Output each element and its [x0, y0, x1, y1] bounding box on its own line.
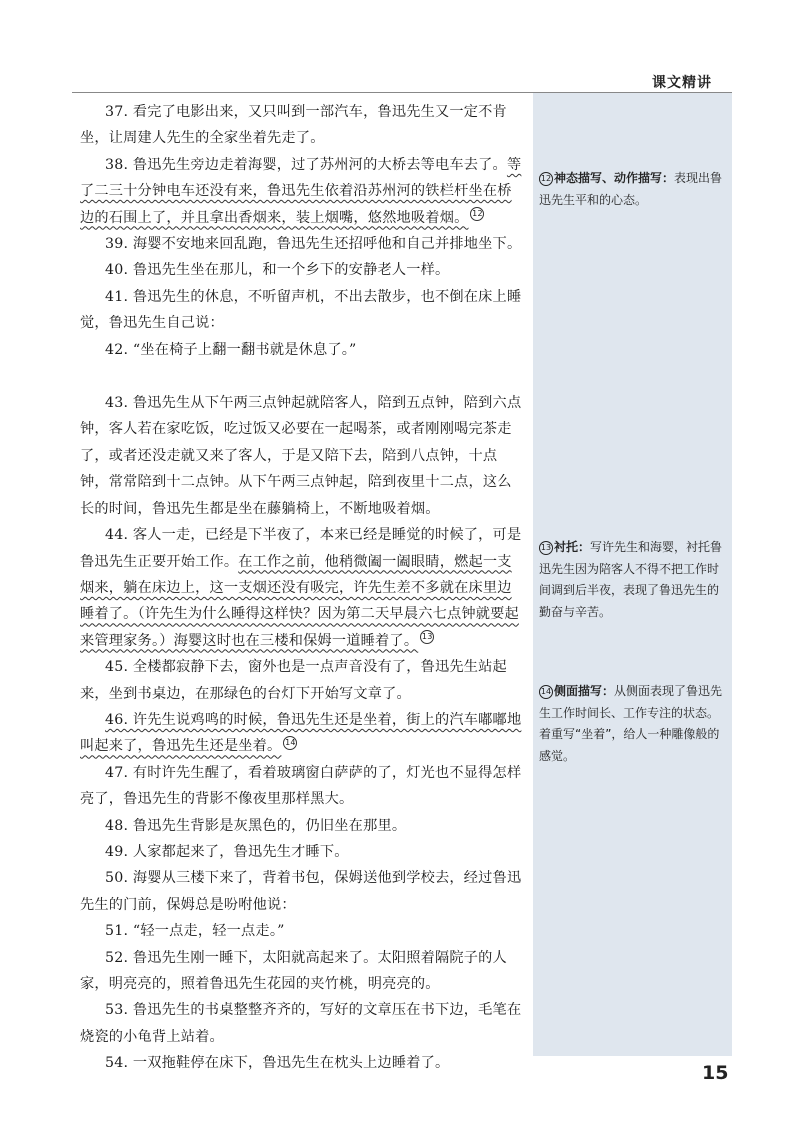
paragraph-45: 45. 全楼都寂静下去，窗外也是一点声音没有了，鲁迅先生站起来，坐到书桌边，在那绿色的台灯下开始写文章了。 — [80, 659, 507, 702]
note-text: 写许先生和海婴，衬托鲁迅先生因为陪客人不得不把工作时间调到后半夜，表现了鲁迅先生的勤奋与辛苦。 — [539, 540, 723, 619]
note-marker-14: 14 — [283, 736, 297, 750]
paragraph-49: 49. 人家都起来了，鲁迅先生才睡下。 — [105, 843, 349, 860]
paragraph-44: 44. 客人一走，已经是下半夜了，本来已经是睡觉的时候了，可是鲁迅先生正要开始工作。在工作之前，他稍微阖一阖眼睛，燃起一支烟来，躺在床边上，这一支烟还没有吸完，许先生差不多就在床里边睡着了。（许先生为什么睡得这样快？因为第二天早晨六七点钟就要起来管理家务。）海婴这时也在三楼和保姆一道睡着了。 13 — [80, 527, 522, 649]
note-marker-13: 13 — [420, 630, 434, 644]
annotated-text: 46. 许先生说鸡鸣的时候，鲁迅先生还是坐着，街上的汽车嘟嘟地叫起来了，鲁迅先生还是坐着。 — [80, 711, 522, 755]
paragraph-42: 42. “坐在椅子上翻一翻书就是休息了。” — [105, 341, 357, 358]
paragraph-52: 52. 鲁迅先生刚一睡下，太阳就高起来了。太阳照着隔院子的人家，明亮亮的，照着鲁迅先生花园的夹竹桃，明亮亮的。 — [80, 949, 507, 992]
paragraph-37: 37. 看完了电影出来，又只叫到一部汽车，鲁迅先生又一定不肯坐，让周建人先生的全家坐着先走了。 — [80, 104, 507, 147]
annotation-note-14 — [539, 681, 729, 767]
article-body — [80, 99, 525, 1077]
paragraph-40: 40. 鲁迅先生坐在那儿，和一个乡下的安静老人一样。 — [105, 262, 450, 279]
annotated-text: 在工作之前，他稍微阖一阖眼睛，燃起一支烟来，躺在床边上，这一支烟还没有吸完，许先生差不多就在床里边睡着了。（许先生为什么睡得这样快？因为第二天早晨六七点钟就要起来管理家务。）海婴这时也在三楼和保姆一道睡着了。 — [80, 553, 519, 649]
section-header-label: 课文精讲 — [652, 75, 712, 91]
paragraph-38: 38. 鲁迅先生旁边走着海婴，过了苏州河的大桥去等电车去了。等了二三十分钟电车还没有来，鲁迅先生依着沿苏州河的铁栏杆坐在桥边的石围上了，并且拿出香烟来，装上烟嘴，悠然地吸着烟。 12 — [80, 156, 522, 226]
annotation-note-13 — [539, 537, 729, 623]
note-number-badge: 12 — [539, 172, 553, 186]
note-number-badge: 14 — [539, 685, 553, 699]
paragraph-39: 39. 海婴不安地来回乱跑，鲁迅先生还招呼他和自己并排地坐下。 — [105, 236, 522, 253]
note-term: 神态描写、动作描写： — [554, 171, 675, 185]
paragraph-51: 51. “轻一点走，轻一点走。” — [105, 923, 285, 940]
paragraph-50: 50. 海婴从三楼下来了，背着书包，保姆送他到学校去，经过鲁迅先生的门前，保姆总是吩咐他说： — [80, 870, 522, 913]
paragraph-43: 43. 鲁迅先生从下午两三点钟起就陪客人，陪到五点钟，陪到六点钟，客人若在家吃饭，吃过饭又必要在一起喝茶，或者刚刚喝完茶走了，或者还没走就又来了客人，于是又陪下去，陪到八点钟，十点钟，常常陪到十二点钟。从下午两三点钟起，陪到夜里十二点，这么长的时间，鲁迅先生都是坐在藤躺椅上，不断地吸着烟。 — [80, 395, 522, 517]
annotated-text: 等了二三十分钟电车还没有来，鲁迅先生依着沿苏州河的铁栏杆坐在桥边的石围上了，并且拿出香烟来，装上烟嘴，悠然地吸着烟。 — [80, 156, 522, 226]
annotation-note-12 — [539, 168, 729, 211]
note-term: 衬托： — [554, 540, 591, 554]
note-text: 表现出鲁迅先生平和的心态。 — [539, 171, 723, 207]
note-text: 从侧面表现了鲁迅先生工作时间长、工作专注的状态。着重写“坐着”，给人一种雕像般的感觉。 — [539, 684, 723, 763]
page-number: 15 — [702, 1062, 729, 1084]
note-term: 侧面描写： — [554, 684, 615, 698]
paragraph-53: 53. 鲁迅先生的书桌整整齐齐的，写好的文章压在书下边，毛笔在烧瓷的小龟背上站着。 — [80, 1002, 522, 1045]
note-number-badge: 13 — [539, 541, 553, 555]
paragraph-48: 48. 鲁迅先生背影是灰黑色的，仍旧坐在那里。 — [105, 817, 407, 834]
paragraph-41: 41. 鲁迅先生的休息，不听留声机，不出去散步，也不倒在床上睡觉，鲁迅先生自己说： — [80, 288, 522, 332]
paragraph-gap — [80, 363, 525, 390]
note-marker-12: 12 — [470, 207, 484, 221]
paragraph-47: 47. 有时许先生醒了，看着玻璃窗白萨萨的了，灯光也不显得怎样亮了，鲁迅先生的背影不像夜里那样黑大。 — [80, 764, 522, 808]
paragraph-54: 54. 一双拖鞋停在床下，鲁迅先生在枕头上边睡着了。 — [105, 1055, 450, 1072]
paragraph-46 — [80, 707, 525, 760]
